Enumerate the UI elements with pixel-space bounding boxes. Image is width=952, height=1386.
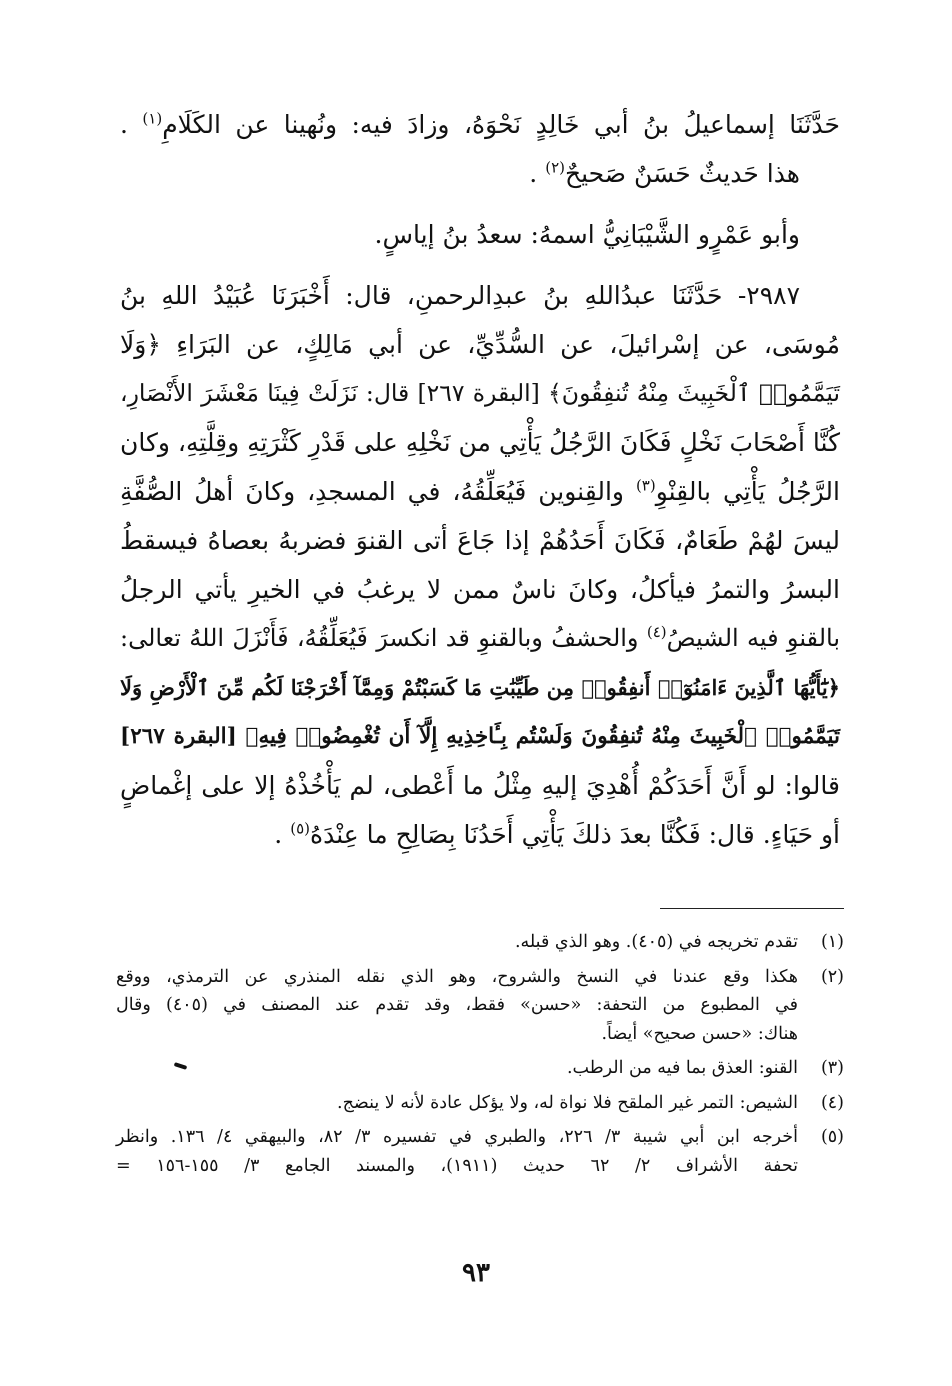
footnote-ref[interactable]: (١)	[142, 109, 163, 128]
text-line: أو حَيَاءٍ. قال: فَكُنَّا بعدَ ذلكَ يَأْتِي أَحَدُنَا بِصَالِحِ ما عِنْدَهُ$^{(٥)}$ .	[274, 819, 840, 849]
footnote-number: (٤)	[820, 1092, 844, 1113]
hadith-number-line: ٢٩٨٧- حَدَّثَنَا عبدُاللهِ بنُ عبدِالرحمنِ، قال: أَخْبَرَنَا عُبَيْدُ اللهِ بنُ	[120, 281, 800, 310]
text-line: بالقنوِ فيه الشيصُ$^{(٤)}$ والحشفُ وبالقنوِ قد انكسرَ فَيُعَلِّقُهُ، فَأَنْزَلَ اللهُ تعالى:	[120, 623, 841, 652]
page-number: ٩٣	[462, 1258, 490, 1288]
footnote-number: (٥)	[820, 1127, 844, 1147]
footnote-text: أخرجه ابن أبي شيبة ٣/ ٢٢٦، والطبري في تفسيره ٣/ ٨٢، والبيهقي ٤/ ١٣٦. وانظر	[116, 1127, 798, 1147]
text-line: حَدَّثَنَا إسماعيلُ بنُ أبي خَالِدٍ نَحْوَهُ، وزادَ فيه: ونُهينا عن الكَلَامِ$^{(١)}$ .	[120, 109, 840, 139]
footnote-ref[interactable]: (٢)	[545, 158, 565, 177]
footnote-text: تحفة الأشراف ٢/ ٦٢ حديث (١٩١١)، والمسند الجامع ٣/ ١٥٥-١٥٦ =	[116, 1155, 798, 1176]
quran-verse-line: ﴿يَٰٓأَيُّهَا ٱلَّذِينَ ءَامَنُوٓا۟ أَنفِقُوا۟ مِن طَيِّبَٰتِ مَا كَسَبْتُمْ وَمِمَّآ أَخْرَجْنَا لَكُم مِّنَ ٱلْأَرْضِ وَلَا	[120, 675, 840, 700]
footnote-number: (٣)	[820, 1058, 844, 1078]
text-line: مُوسَى، عن إسْرائيلَ، عن السُّدِّيِّ، عن أبي مَالِكٍ، عن البَرَاءِ ﴿وَلَا	[120, 330, 840, 359]
text-line: هذا حَديثٌ حَسَنٌ صَحيحٌ$^{(٢)}$ .	[529, 158, 800, 188]
footnote-ref[interactable]: (٣)	[635, 476, 656, 495]
footnote-text: في المطبوع من التحفة: «حسن» فقط، وقد تقدم عند المصنف في (٤٠٥) وقال	[116, 995, 798, 1015]
footnote-3	[116, 1054, 844, 1083]
quran-verse-line: تَيَمَّمُوا۟ ٱلْخَبِيثَ مِنْهُ تُنفِقُونَ وَلَسْتُم بِـَٔاخِذِيهِ إِلَّآ أَن تُغْمِضُوا۟ فِيهِ﴾ [البقرة ٢٦٧]	[120, 724, 840, 749]
text-line: ليسَ لهُمْ طَعَامٌ، فَكَانَ أَحَدُهُمْ إذا جَاعَ أتى القنوَ فضربهُ بعصاهُ فيسقطُ	[120, 526, 840, 555]
footnote-ref[interactable]: (٥)	[290, 819, 310, 838]
footnote-text: الشيص: التمر غير الملقح فلا نواة له، ولا يؤكل عادة لأنه لا ينضج.	[337, 1092, 798, 1113]
footnote-2	[116, 963, 844, 1049]
footnote-number: (١)	[820, 932, 844, 952]
footnote-ref[interactable]: (٤)	[646, 623, 667, 641]
footnote-1	[116, 928, 844, 957]
text-line: وأبو عَمْرٍو الشَّيْبَانِيُّ اسمهُ: سعدُ بنُ إياسٍ.	[374, 220, 800, 249]
footnote-text: تقدم تخريجه في (٤٠٥). وهو الذي قبله.	[514, 932, 798, 952]
footnote-text: القنو: العذق بما فيه من الرطب.	[566, 1058, 798, 1078]
text-line: البسرُ والتمرُ فيأكلُ، وكانَ ناسٌ ممن لا يرغبُ في الخيرِ يأتي الرجلُ	[120, 575, 840, 604]
text-line: كُنَّا أَصْحَابَ نَخْلٍ فَكَانَ الرَّجُلُ يَأْتِي من نَخْلِهِ على قَدْرِ كَثْرَتِهِ وقِلَّتِهِ، وكان	[119, 428, 840, 457]
text-line: قالوا: لو أَنَّ أَحَدَكُمْ أُهْدِيَ إليهِ مِثْلُ ما أَعْطى، لم يَأْخُذْهُ إلا على إغْماضٍ	[120, 771, 840, 800]
footnotes	[116, 928, 844, 1186]
main-text	[120, 100, 840, 859]
text-line: تَيَمَّمُوا۟ ٱلْخَبِيثَ مِنْهُ تُنفِقُونَ﴾ [البقرة ٢٦٧] قال: نَزَلَتْ فِينَا مَعْشَرَ الأَنْصَارِ،	[120, 379, 840, 407]
text-line: الرَّجُلُ يَأْتِي بالقِنْوِ$^{(٣)}$ والقِنوين فَيُعَلِّقُهُ، في المسجدِ، وكانَ أهلُ الصُّفَّةِ	[120, 476, 840, 506]
footnote-text: هكذا وقع عندنا في النسخ والشروح، وهو الذي نقله المنذري عن الترمذي، ووقع	[116, 966, 798, 987]
footnote-text: هناك: «حسن صحيح» أيضاً.	[601, 1023, 798, 1044]
footnote-4	[116, 1089, 844, 1118]
footnote-number: (٢)	[820, 966, 844, 987]
footnote-divider	[660, 908, 844, 909]
footnote-5	[116, 1123, 844, 1180]
